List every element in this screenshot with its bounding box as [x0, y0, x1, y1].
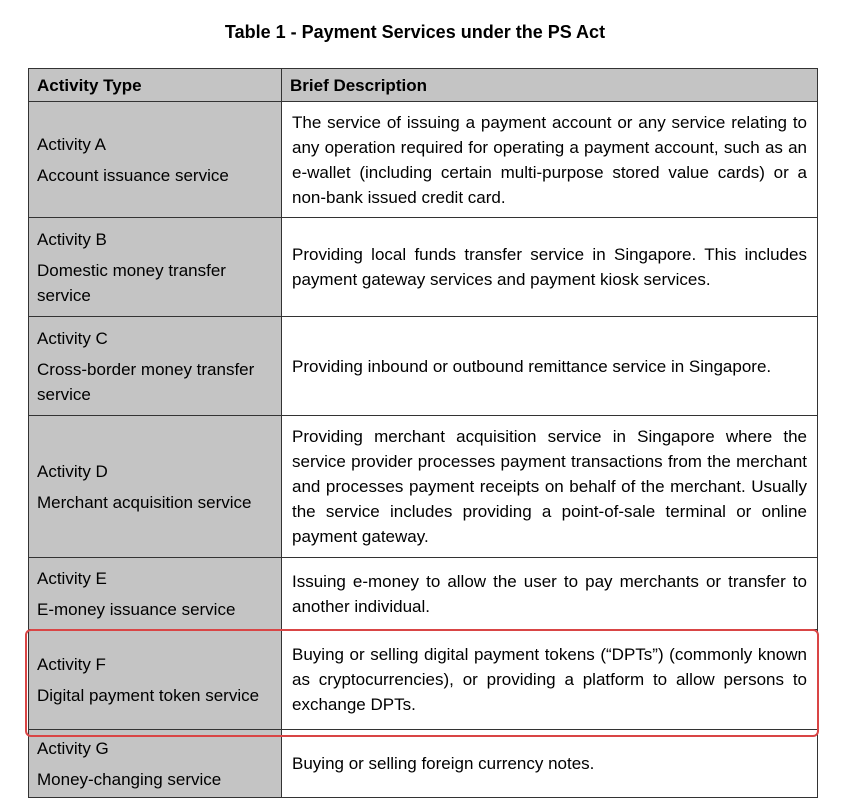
activity-cell	[29, 218, 282, 317]
activity-name: Merchant acquisition service	[37, 492, 252, 512]
activity-cell	[29, 416, 282, 558]
table-row	[29, 218, 818, 317]
activity-cell	[29, 730, 282, 798]
description-cell: Providing inbound or outbound remittance service in Singapore.	[282, 317, 818, 416]
activity-name: Account issuance service	[37, 165, 229, 185]
activity-cell	[29, 102, 282, 218]
activity-name: Cross-border money transfer service	[37, 359, 255, 404]
header-activity-type: Activity Type	[29, 69, 282, 102]
table-row	[29, 416, 818, 558]
description-cell: Providing merchant acquisition service in Singapore where the service provider processes payment transactions from the merchant and processes payment receipts on behalf of the merchant. Usually the service includes providing a point-of-sale terminal or online payment gateway.	[282, 416, 818, 558]
activity-name: Digital payment token service	[37, 685, 260, 705]
description-cell: Buying or selling digital payment tokens (“DPTs”) (commonly known as cryptocurrencies), or providing a platform to allow persons to exchange DPTs.	[282, 630, 818, 730]
activity-label: Activity F	[37, 654, 106, 674]
activity-name: Money-changing service	[37, 769, 222, 789]
description-cell: Providing local funds transfer service in Singapore. This includes payment gateway services and payment kiosk services.	[282, 218, 818, 317]
activity-label: Activity C	[37, 328, 108, 348]
table-row	[29, 730, 818, 798]
description-cell: The service of issuing a payment account or any service relating to any operation required for operating a payment account, such as an e-wallet (including certain multi-purpose stored value cards) or a non-bank issued credit card.	[282, 102, 818, 218]
activity-cell	[29, 317, 282, 416]
description-cell: Issuing e-money to allow the user to pay merchants or transfer to another individual.	[282, 558, 818, 630]
table-header-row	[29, 69, 818, 102]
activity-label: Activity D	[37, 461, 108, 481]
table-row	[29, 558, 818, 630]
activity-cell	[29, 558, 282, 630]
header-brief-description: Brief Description	[282, 69, 818, 102]
table-row	[29, 102, 818, 218]
table-row	[29, 317, 818, 416]
activity-label: Activity B	[37, 229, 107, 249]
activity-label: Activity A	[37, 134, 106, 154]
highlight-box	[25, 629, 819, 737]
activity-label: Activity G	[37, 738, 109, 758]
activity-name: Domestic money transfer service	[37, 260, 226, 305]
activity-name: E-money issuance service	[37, 599, 236, 619]
activity-label: Activity E	[37, 568, 107, 588]
description-cell: Buying or selling foreign currency notes.	[282, 730, 818, 798]
table-title: Table 1 - Payment Services under the PS Act	[224, 22, 606, 42]
